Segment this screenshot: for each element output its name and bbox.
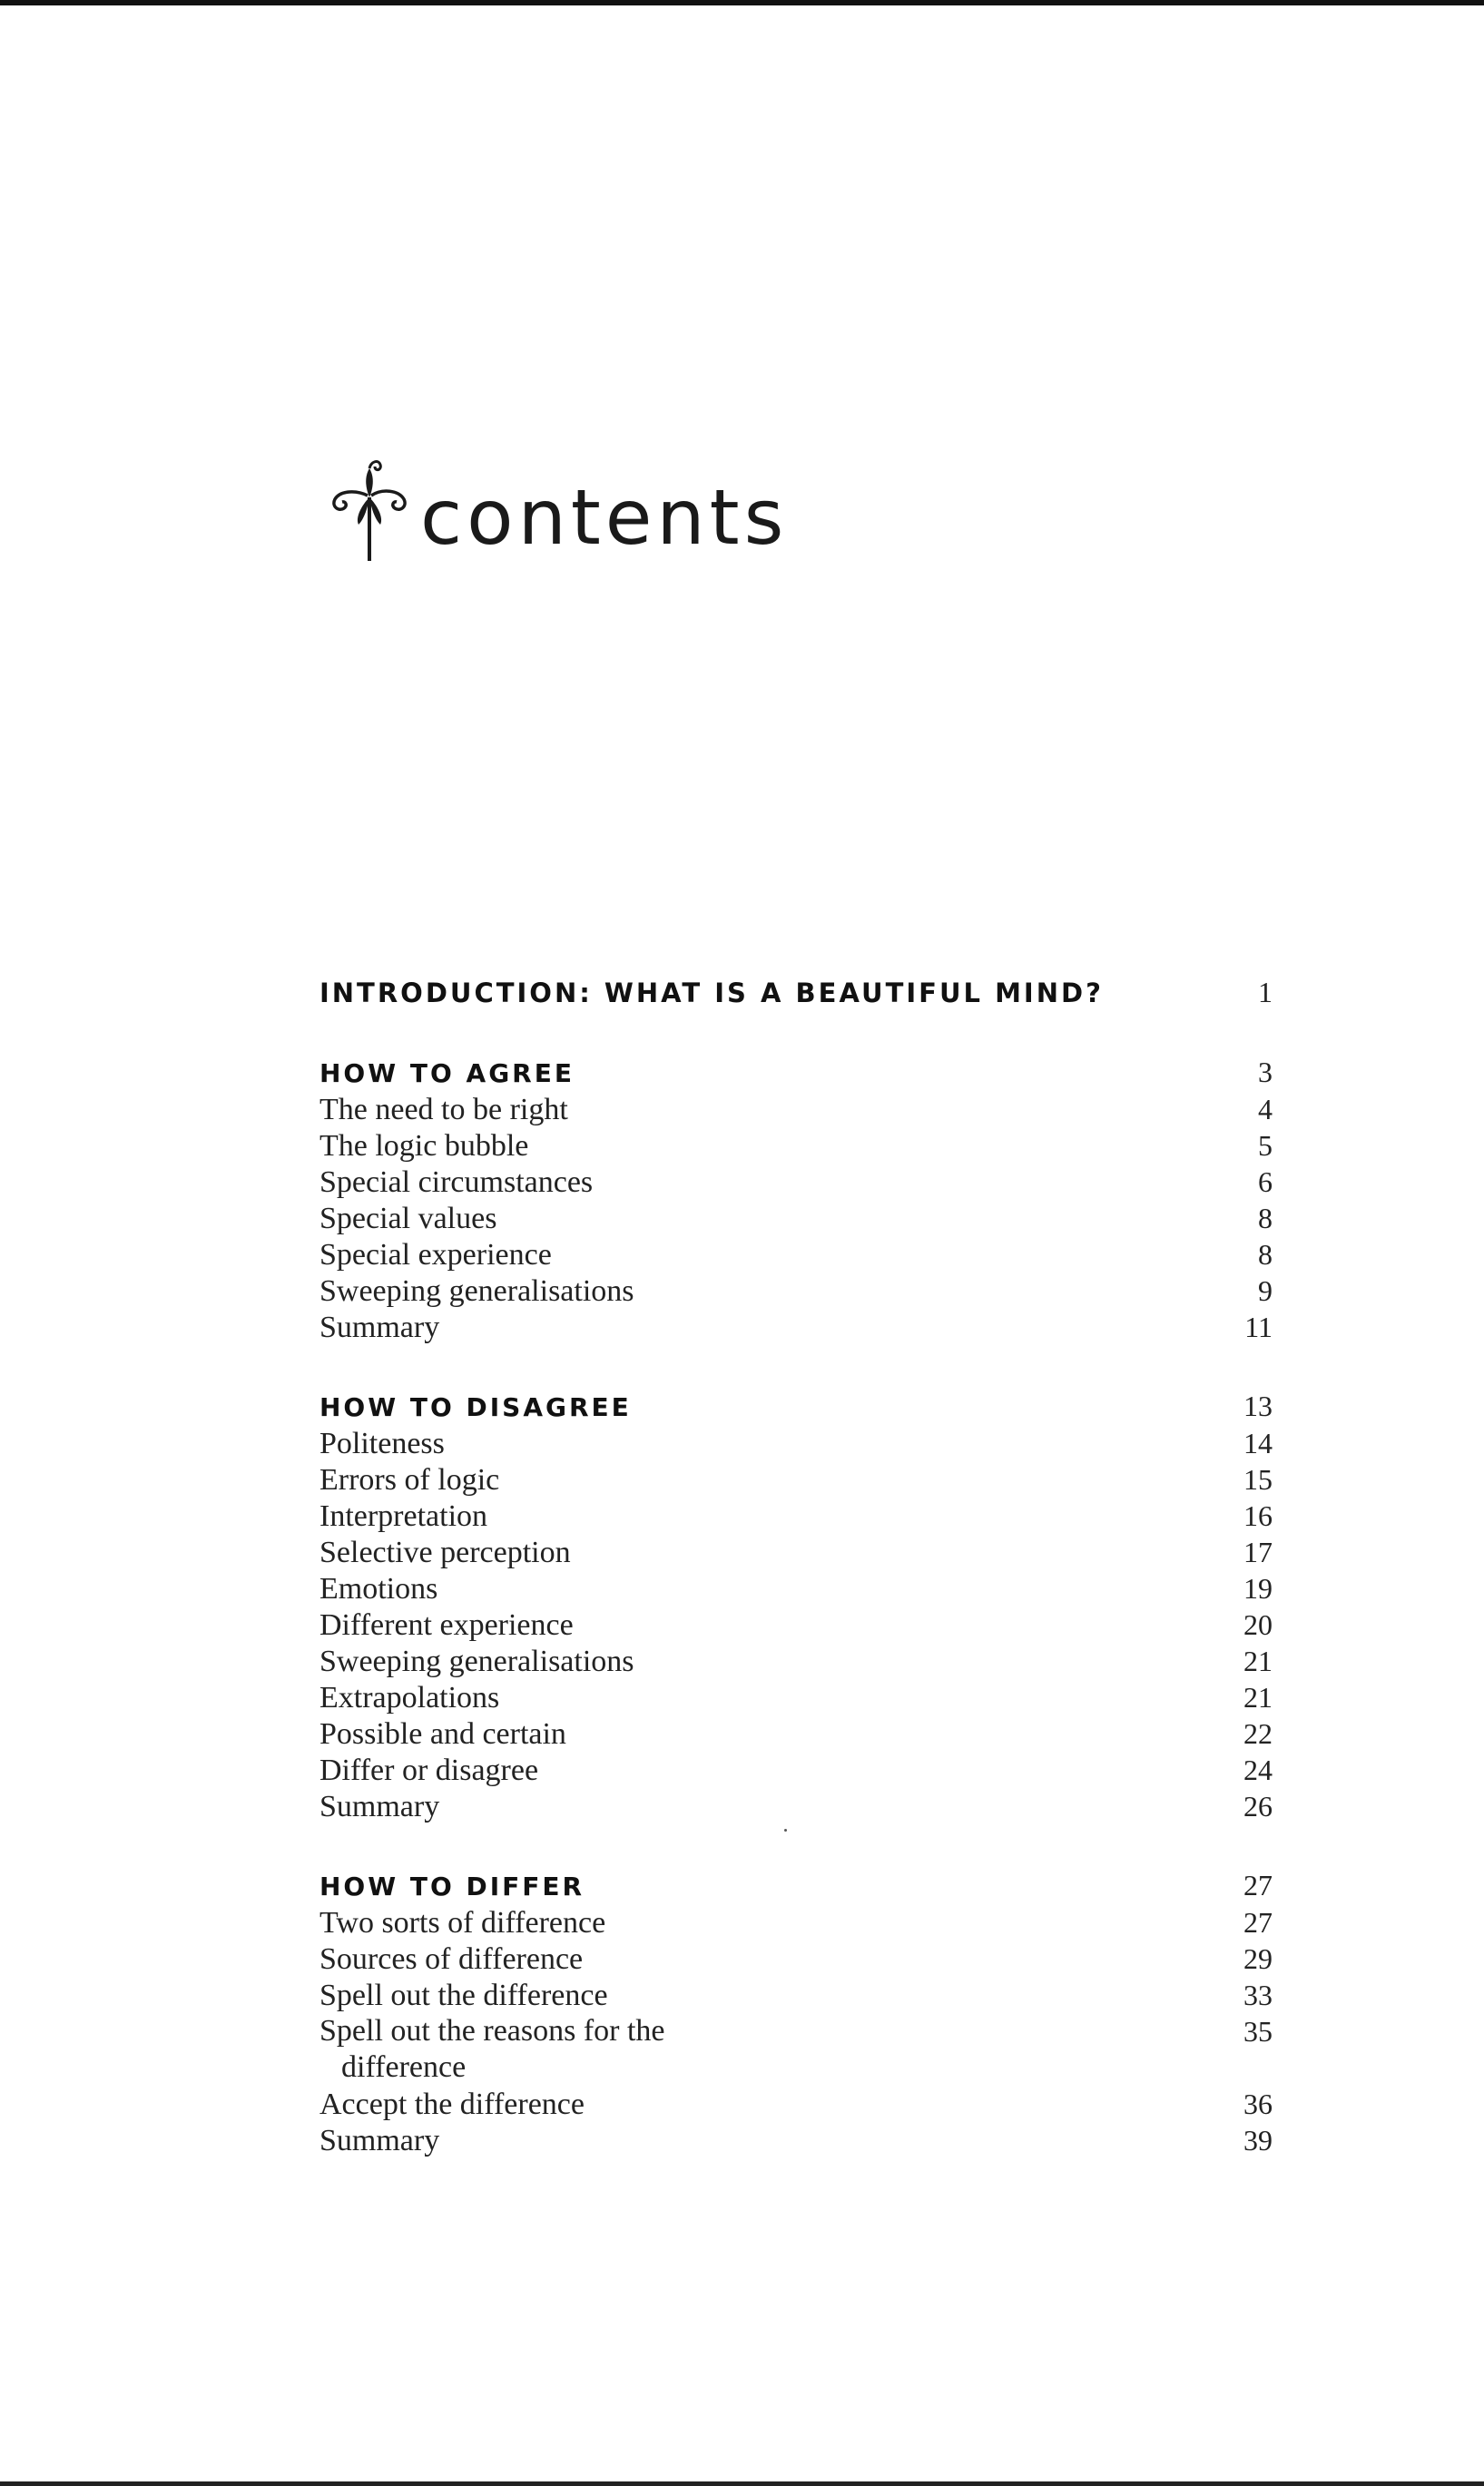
toc-entry[interactable]: [319, 1607, 1273, 1643]
flower-icon: [322, 454, 413, 563]
toc-entry-label: Summary: [319, 1790, 440, 1823]
toc-entry-label: Accept the difference: [319, 2088, 585, 2121]
toc-entry[interactable]: [319, 1534, 1273, 1570]
toc-entry[interactable]: [319, 1309, 1273, 1345]
toc-entry-page: 39: [1243, 2124, 1273, 2157]
toc-entry-page: 27: [1243, 1906, 1273, 1939]
toc-entry[interactable]: [319, 2122, 1273, 2158]
toc-entry-label: Summary: [319, 2124, 440, 2157]
toc-section: [319, 1866, 1273, 2158]
toc-section-title: HOW TO DISAGREE: [319, 1392, 632, 1422]
bottom-border: [0, 2481, 1484, 2486]
toc-entry-label: The need to be right: [319, 1093, 568, 1126]
toc-entry-page: 15: [1243, 1463, 1273, 1496]
toc-entry[interactable]: [319, 2013, 1273, 2086]
toc-entry[interactable]: [319, 1904, 1273, 1941]
toc-section-page: 13: [1243, 1390, 1273, 1422]
toc-section-title: HOW TO DIFFER: [319, 1872, 585, 1901]
toc-entry-label: Special circumstances: [319, 1165, 594, 1199]
toc-entry-label: Possible and certain: [319, 1717, 566, 1751]
toc-entry[interactable]: [319, 1272, 1273, 1309]
toc-section-page: 27: [1243, 1869, 1273, 1901]
toc-entry-page: 5: [1258, 1129, 1273, 1162]
toc-entry-page: 21: [1243, 1681, 1273, 1714]
toc-entry[interactable]: [319, 1091, 1273, 1127]
toc-entry[interactable]: [319, 1643, 1273, 1679]
toc-entry-page: 4: [1258, 1093, 1273, 1125]
toc-entry-page: 21: [1243, 1645, 1273, 1677]
contents-heading: [322, 454, 788, 563]
toc-entry[interactable]: [319, 1977, 1273, 2013]
toc-intro-label: INTRODUCTION: WHAT IS A BEAUTIFUL MIND?: [319, 978, 1104, 1008]
toc-entry-page: 35: [1243, 2015, 1273, 2048]
toc-entry[interactable]: [319, 1425, 1273, 1461]
table-of-contents: [319, 973, 1273, 2200]
toc-entry-label: Spell out the reasons for the difference: [319, 2014, 665, 2084]
toc-entry[interactable]: [319, 1164, 1273, 1200]
toc-entry-page: 8: [1258, 1202, 1273, 1234]
toc-entry-label: Different experience: [319, 1608, 574, 1642]
toc-entry[interactable]: [319, 1461, 1273, 1498]
toc-section: [319, 1053, 1273, 1345]
toc-entry[interactable]: [319, 1200, 1273, 1236]
toc-entry-page: 16: [1243, 1499, 1273, 1532]
toc-entry-label: Sweeping generalisations: [319, 1645, 634, 1678]
toc-entry[interactable]: [319, 1498, 1273, 1534]
toc-entry[interactable]: [319, 1570, 1273, 1607]
toc-section-title: HOW TO AGREE: [319, 1058, 575, 1088]
toc-entry-page: 36: [1243, 2088, 1273, 2120]
toc-entry-label: Special experience: [319, 1238, 552, 1272]
toc-entry[interactable]: [319, 2086, 1273, 2122]
toc-entry-label: Politeness: [319, 1427, 445, 1460]
toc-section-heading[interactable]: [319, 1053, 1273, 1091]
toc-row-intro[interactable]: [319, 973, 1273, 1011]
toc-entry-label: Special values: [319, 1202, 497, 1235]
toc-entry-label: Interpretation: [319, 1499, 488, 1533]
toc-entry-label: Sweeping generalisations: [319, 1274, 634, 1308]
toc-entry-label: The logic bubble: [319, 1129, 529, 1163]
toc-entry-label: Selective perception: [319, 1536, 571, 1569]
toc-entry[interactable]: [319, 1752, 1273, 1788]
toc-intro-page: 1: [1258, 976, 1273, 1008]
toc-entry-page: 26: [1243, 1790, 1273, 1823]
toc-entry[interactable]: [319, 1941, 1273, 1977]
toc-entry[interactable]: [319, 1236, 1273, 1272]
toc-entry-page: 6: [1258, 1165, 1273, 1198]
toc-entry-page: 17: [1243, 1536, 1273, 1568]
toc-entry[interactable]: [319, 1127, 1273, 1164]
page-title: contents: [420, 473, 789, 562]
toc-entry-page: 29: [1243, 1942, 1273, 1975]
toc-entry-page: 24: [1243, 1754, 1273, 1786]
toc-section: [319, 1387, 1273, 1824]
toc-entry-label: Sources of difference: [319, 1942, 584, 1976]
toc-entry-label: Differ or disagree: [319, 1754, 539, 1787]
toc-entry-page: 9: [1258, 1274, 1273, 1307]
toc-entry-label: Emotions: [319, 1572, 438, 1606]
toc-entry-label: Summary: [319, 1311, 440, 1344]
toc-entry[interactable]: [319, 1788, 1273, 1824]
toc-entry-page: 8: [1258, 1238, 1273, 1271]
toc-entry-page: 19: [1243, 1572, 1273, 1605]
toc-entry[interactable]: [319, 1715, 1273, 1752]
stray-mark: [784, 1829, 787, 1832]
toc-section-heading[interactable]: [319, 1866, 1273, 1904]
toc-entry-label: Two sorts of difference: [319, 1906, 606, 1940]
toc-entry-page: 11: [1244, 1311, 1273, 1343]
toc-intro-section: [319, 973, 1273, 1011]
toc-entry-label: Extrapolations: [319, 1681, 500, 1715]
toc-section-heading[interactable]: [319, 1387, 1273, 1425]
toc-entry-label: Errors of logic: [319, 1463, 500, 1497]
toc-section-page: 3: [1258, 1056, 1273, 1088]
toc-entry-page: 20: [1243, 1608, 1273, 1641]
toc-entry-label: Spell out the difference: [319, 1979, 608, 2012]
top-border: [0, 0, 1484, 5]
toc-entry-page: 14: [1243, 1427, 1273, 1459]
toc-entry-page: 33: [1243, 1979, 1273, 2011]
toc-entry-page: 22: [1243, 1717, 1273, 1750]
toc-entry[interactable]: [319, 1679, 1273, 1715]
